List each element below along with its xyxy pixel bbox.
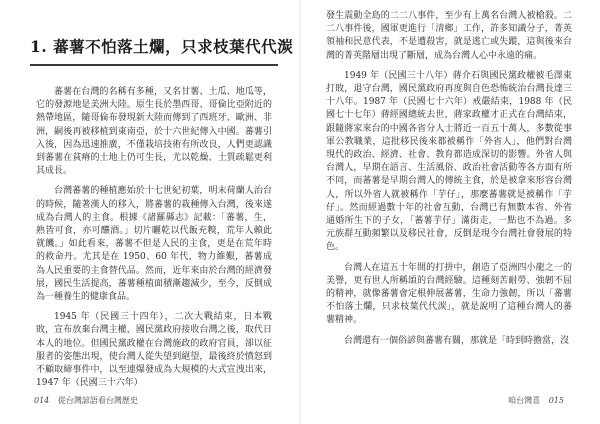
left-body-text: [36, 86, 272, 397]
page-number: 014: [34, 396, 50, 405]
left-footer: [28, 395, 138, 406]
paragraph: 蕃薯在台灣的名稱有多種，又名甘薯、土瓜、地瓜等，它的發源地是美洲大陸。原生長於墨西哥、哥倫比亞附近的熱帶地區，隨哥倫布發現新大陸而傳到了西班牙、歐洲、非洲，嗣後再被移植到東南亞，於十六世紀傳入中國。蕃薯引入後，因為迅速推廣，不僅栽培技術有所改良，人們更認識到蕃薯在貧瘠的土地上仍可生長，尤以乾燥、土質疏鬆更利其成長。: [36, 87, 272, 177]
right-footer: [508, 395, 570, 406]
chapter-title: 1. 蕃薯不怕落土爛，只求枝葉代代湠: [30, 37, 294, 56]
paragraph: 1949 年（民國三十八年）蔣介石與國民黨政權被毛澤東打敗，退守台灣，國民黨政府再度與自色恐怖統治台灣長達三十八年。1987 年（民國七十六年）戒嚴結束，1988 年（民國七十七年）蔣經國總統去世，蔣家政權才正式在台灣結束，跟隨蔣家來台的中國各省分人士將近一百五十萬人，多數從事軍公教職業，這批移民後來都被稱作「外省人」，他們對台灣現代的政治、經濟、社會、教育都造成深切的影響。外省人與台灣人，早期在語言、生活風俗、政治社會活動等各方面有所不同，而蕃薯是早期台灣人的傳統主食，於是被拿來形容台灣人，所以外省人就被稱作「芋仔」，那麼蕃薯就是被稱作「芋仔」。然而經過數十年的社會互動，台灣已有無數本省、外省通婚所生下的子女，「蕃薯芋仔」滿街走，一點也不為過。多元族群互動頻繁以及移民社會，反倒是現今台灣社會發展的特色。: [326, 70, 572, 253]
running-title: 咱台灣喜: [508, 396, 541, 405]
right-page: [300, 0, 600, 424]
right-body-text: [326, 10, 572, 355]
chapter-heading: [30, 36, 294, 66]
paragraph: 台灣還有一個俗諺與蕃薯有關，那就是「時到時擔當，沒: [344, 335, 570, 346]
paragraph: 發生震動全島的二二八事件，至少有上萬名台灣人被槍殺。二二八事件後，國軍更進行「清鄉」工作，許多知識分子，菁英領袖和民意代表，不是遭殺害，就是逃亡或失蹤，這與後來台灣的菁英階層出現了斷層，成為台灣人心中永遠的痛。: [326, 11, 572, 61]
running-title: 從台灣諺語看台灣歷史: [57, 396, 138, 405]
paragraph: 1945 年（民國三十四年），二次大戰結束，日本戰敗，宣布放棄台灣主權，國民黨政府接收台灣之後，取代日本人的地位。但國民黨政權在台灣施政的政府官員，卻以征服者的姿態出現，使台灣人從失望到絕望，最後終於憤怒到不顧取締事件中，以至連爆發成為大規模的大式宣洩出來，1947 年（民國三十六年）: [36, 312, 272, 389]
paragraph: 台灣人在這五十年間的打拼中，創造了亞洲四小龍之一的美譽，更有世人所稱頌的台灣經驗。這種刻苦耐勞、強韌不屈的精神，就像蕃薯會定根伸展蕃薯，生命力強韌，所以「蕃薯不怕落土爛，只求枝葉代代湠」，就是說明了這種台灣人的蕃薯精神。: [326, 262, 572, 326]
page-number: 015: [548, 396, 564, 405]
paragraph: 台灣蕃薯的種植應始於十七世紀初葉，明末荷蘭人治台的時候，隨著漢人的移入，將蕃薯的栽種傳入台灣，後來遂成為台灣人的主食。根據《諸羅縣志》記載：「蕃薯，生，熟皆可食，亦可釀酒。」切片曬乾以代飯充糗，荒年人賴此就饑。」如此看來，蕃薯不但是人民的主食，更是在荒年時的救命丹。尤其是在 1950、60 年代，物力維艱，蕃薯成為人民重要的主食替代品。然而，近年來由於台灣的經濟發展，國民生活提高，蕃薯種植面積漸趨減少，至今，反倒成為一種養生的健康食品。: [36, 186, 272, 303]
title-underline: [30, 64, 278, 66]
